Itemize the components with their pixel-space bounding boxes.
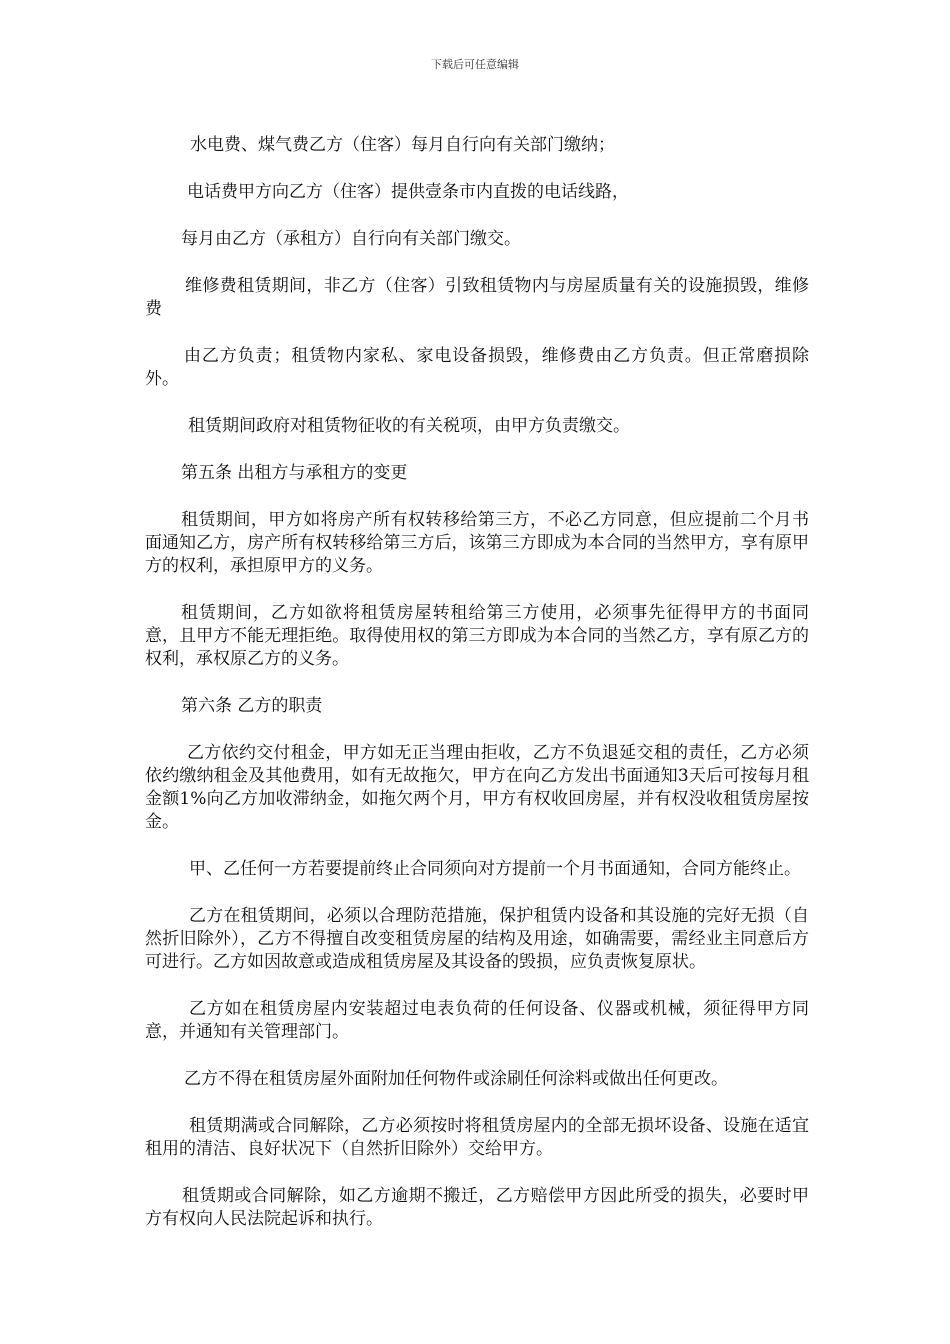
article-5-heading: 第五条 出租方与承租方的变更 (181, 463, 408, 483)
paragraph-rent-payment: 乙方依约交付租金，甲方如无正当理由拒收，乙方不负退延交租的责任，乙方必须依约缴纳租金及其他费用，如有无故拖欠，甲方在向乙方发出书面通知3天后可按每月租金额1%向乙方加收滞纳金，如拖欠两个月，甲方有权收回房屋，并有权没收租赁房屋按金。 (145, 743, 809, 832)
paragraph-repair: 维修费租赁期间，非乙方（住客）引致租赁物内与房屋质量有关的设施损毁，维修费 (145, 276, 809, 319)
paragraph-exterior-changes: 乙方不得在租赁房屋外面附加任何物件或涂刷任何涂料或做出任何更改。 (184, 1069, 728, 1089)
paragraph-telephone: 电话费甲方向乙方（住客）提供壹条市内直拨的电话线路， (187, 182, 629, 202)
paragraph-repair-cont: 由乙方负责；租赁物内家私、家电设备损毁，维修费由乙方负责。但正常磨损除外。 (145, 346, 809, 389)
page-header-note: 下载后可任意编辑 (431, 58, 519, 71)
paragraph-early-termination: 甲、乙任何一方若要提前终止合同须向对方提前一个月书面通知，合同方能终止。 (189, 859, 801, 879)
paragraph-sublease: 租赁期间，乙方如欲将租赁房屋转租给第三方使用，必须事先征得甲方的书面同意，且甲方不能无理拒绝。取得使用权的第三方即成为本合同的当然乙方，享有原乙方的权利，承权原乙方的义务。 (145, 603, 809, 669)
paragraph-ownership-transfer: 租赁期间，甲方如将房产所有权转移给第三方，不必乙方同意，但应提前二个月书面通知乙方，房产所有权转移给第三方后，该第三方即成为本合同的当然甲方，享有原甲方的权利，承担原甲方的义务。 (145, 510, 809, 576)
document-body (145, 134, 809, 1231)
paragraph-overstay: 租赁期或合同解除，如乙方逾期不搬迁，乙方赔偿甲方因此所受的损失，必要时甲方有权向人民法院起诉和执行。 (145, 1186, 809, 1229)
paragraph-taxes: 租赁期间政府对租赁物征收的有关税项，由甲方负责缴交。 (188, 416, 630, 436)
paragraph-telephone-cont: 每月由乙方（承租方）自行向有关部门缴交。 (181, 229, 521, 249)
paragraph-return-premises: 租赁期满或合同解除，乙方必须按时将租赁房屋内的全部无损坏设备、设施在适宜租用的清洁、良好状况下（自然折旧除外）交给甲方。 (145, 1116, 809, 1159)
paragraph-maintenance-duty: 乙方在租赁期间，必须以合理防范措施，保护租赁内设备和其设施的完好无损（自然折旧除外），乙方不得擅自改变租赁房屋的结构及用途，如确需要，需经业主同意后方可进行。乙方如因故意或造成租赁房屋及其设备的毁损，应负责恢复原状。 (145, 906, 809, 972)
paragraph-utilities: 水电费、煤气费乙方（住客）每月自行向有关部门缴纳； (190, 135, 615, 155)
paragraph-electrical-load: 乙方如在租赁房屋内安装超过电表负荷的任何设备、仪器或机械，须征得甲方同意，并通知有关管理部门。 (145, 999, 809, 1042)
article-6-heading: 第六条 乙方的职责 (181, 696, 323, 716)
